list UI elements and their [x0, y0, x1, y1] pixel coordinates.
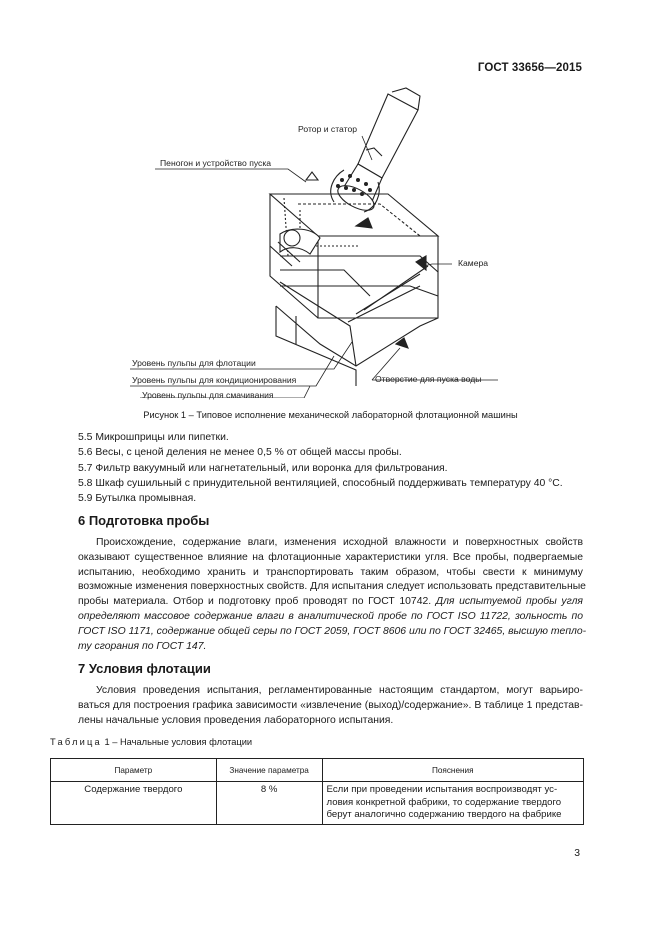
list-item: 5.8 Шкаф сушильный с принудительной вентиляцией, способный поддерживать температуру 40 °С. — [78, 477, 563, 489]
table-title — [50, 737, 252, 747]
table-cell-parameter: Содержание твердого — [51, 782, 217, 825]
paragraph-line: ГОСТ ISO 1171, содержание общей серы по ГОСТ 2059, ГОСТ 8606 или по ГОСТ 32465, высшую тепло- — [78, 625, 587, 637]
figure-caption: Рисунок 1 – Типовое исполнение механической лабораторной флотационной машины — [143, 410, 518, 420]
paragraph-line — [78, 595, 583, 610]
label-foam-remover: Пеногон и устройство пуска — [160, 158, 272, 168]
flotation-machine-figure — [120, 86, 520, 398]
label-chamber: Камера — [458, 258, 489, 268]
paragraph-line: Условия проведения испытания, регламентированные настоящим стандартом, могут варьиро- — [96, 685, 583, 696]
column-header: Пояснения — [322, 759, 583, 782]
paragraph-line: лены начальные условия проведения лабораторного испытания. — [78, 714, 394, 726]
paragraph-line: ту сгорания по ГОСТ 147. — [78, 640, 207, 652]
document-code: ГОСТ 33656—2015 — [477, 62, 582, 74]
list-item: 5.6 Весы, с ценой деления не менее 0,5 % от общей массы пробы. — [78, 447, 402, 459]
paragraph-line: определяют массовое содержание влаги в аналитической пробе по ГОСТ ISO 11722, зольность по — [78, 610, 583, 622]
list-item: 5.7 Фильтр вакуумный или нагнетательный, или воронка для фильтрования. — [78, 462, 448, 474]
table-row — [51, 782, 584, 825]
table-title-text: 1 – Начальные условия флотации — [101, 737, 253, 747]
paragraph-line: оказывают существенное влияние на флотационные характеристики угля. Все пробы, подвергаемые — [78, 551, 583, 563]
paragraph-fragment: пробы материала. Отбор и подготовку проб проводят по ГОСТ 10742. — [78, 596, 432, 608]
page-number: 3 — [574, 848, 580, 859]
column-header: Значение параметра — [216, 759, 322, 782]
table-header-row — [51, 759, 584, 782]
paragraph-line: ваться для построения графика зависимости «извлечение (выход)/содержание». В таблице 1 представ- — [78, 699, 583, 711]
equipment-list — [78, 430, 563, 506]
label-rotor-stator: Ротор и статор — [298, 124, 358, 134]
list-item: 5.9 Бутылка промывная. — [78, 493, 197, 505]
explanation-line: берут аналогично содержанию твердого на фабрике — [326, 809, 562, 820]
paragraph-fragment-italic: Для испытуемой пробы угля — [431, 596, 583, 608]
paragraph-line: возможные изменения поверхностных свойств. Для испытания следует использовать представительные — [78, 581, 586, 593]
explanation-line: ловия конкретной фабрики, то содержание твердого — [326, 796, 562, 808]
section-6-body — [78, 536, 587, 654]
table-title-word: Таблица — [50, 737, 102, 747]
list-item: 5.5 Микрошприцы или пипетки. — [78, 432, 229, 443]
paragraph-line: испытанию, необходимо хранить и транспортировать таким образом, чтобы свести к минимуму — [78, 566, 583, 578]
column-header: Параметр — [51, 759, 217, 782]
table-cell-value: 8 % — [216, 782, 322, 825]
label-water-inlet: Отверстие для пуска воды — [375, 374, 482, 384]
label-level-wetting: Уровень пульпы для смачивания — [142, 390, 274, 400]
flotation-conditions-table — [50, 758, 584, 825]
section-6-title: 6 Подготовка пробы — [78, 513, 210, 528]
section-7-body — [78, 684, 583, 728]
section-7-title: 7 Условия флотации — [78, 661, 211, 676]
paragraph-line: Происхождение, содержание влаги, изменения исходной влажности и поверхностных свойств — [96, 537, 583, 548]
table-cell-explanation — [322, 782, 583, 825]
label-level-conditioning: Уровень пульпы для кондиционирования — [132, 375, 297, 385]
explanation-line: Если при проведении испытания воспроизводят ус- — [326, 784, 558, 795]
label-level-flotation: Уровень пульпы для флотации — [132, 358, 256, 368]
